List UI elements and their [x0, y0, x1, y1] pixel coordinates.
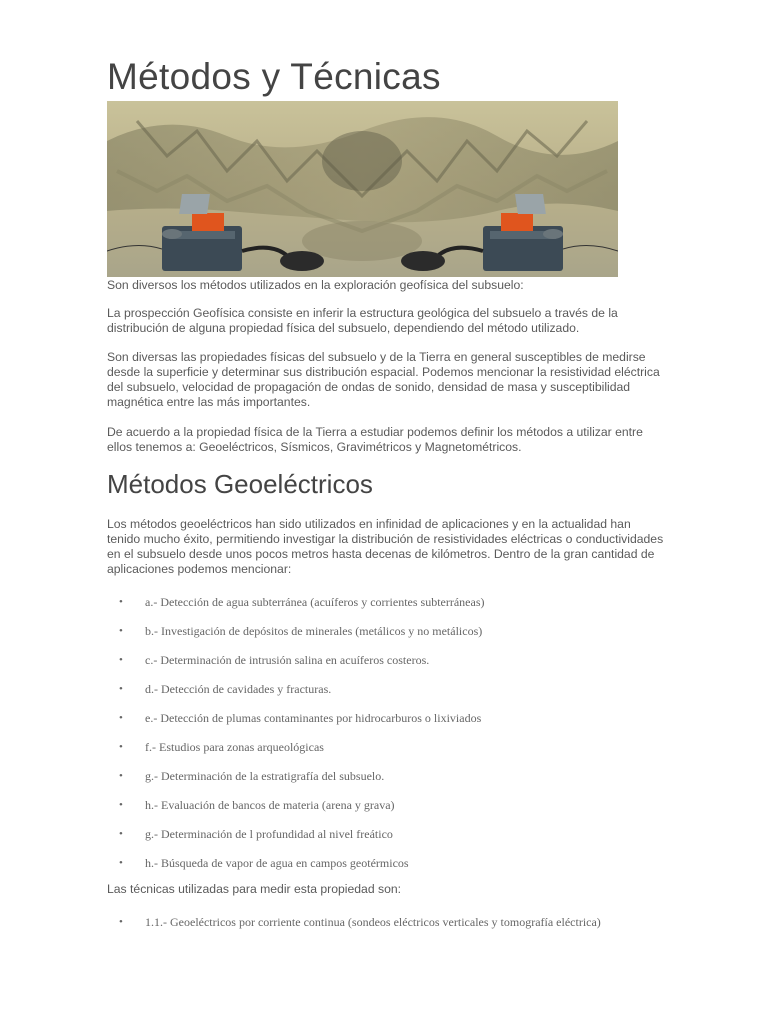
bullet-icon: •	[119, 828, 123, 840]
bullet-icon: •	[119, 654, 123, 666]
list-item-text: c.- Determinación de intrusión salina en acuíferos costeros.	[145, 653, 430, 667]
intro-paragraph: Son diversos los métodos utilizados en la exploración geofísica del subsuelo:	[107, 278, 524, 292]
techniques-list	[107, 915, 707, 944]
list-item	[107, 769, 707, 798]
applications-list	[107, 595, 707, 885]
list-item	[107, 827, 707, 856]
list-item-text: 1.1.- Geoeléctricos por corriente continua (sondeos eléctricos verticales y tomografía eléctrica)	[145, 915, 601, 929]
section-title: Métodos Geoeléctricos	[107, 469, 373, 499]
bullet-icon: •	[119, 770, 123, 782]
list-item	[107, 624, 707, 653]
list-item	[107, 682, 707, 711]
list-item-text: h.- Evaluación de bancos de materia (arena y grava)	[145, 798, 395, 812]
bullet-icon: •	[119, 596, 123, 608]
list-item-text: h.- Búsqueda de vapor de agua en campos geotérmicos	[145, 856, 409, 870]
bullet-icon: •	[119, 741, 123, 753]
list-item-text: f.- Estudios para zonas arqueológicas	[145, 740, 324, 754]
list-item	[107, 915, 707, 944]
list-item	[107, 711, 707, 740]
list-item	[107, 595, 707, 624]
bullet-icon: •	[119, 916, 123, 928]
list-item-text: e.- Detección de plumas contaminantes por hidrocarburos o lixiviados	[145, 711, 482, 725]
list-item	[107, 740, 707, 769]
page-title: Métodos y Técnicas	[107, 56, 441, 97]
bullet-icon: •	[119, 857, 123, 869]
bullet-icon: •	[119, 625, 123, 637]
bullet-icon: •	[119, 799, 123, 811]
list-item	[107, 856, 707, 885]
techniques-intro-paragraph: Las técnicas utilizadas para medir esta propiedad son:	[107, 882, 402, 896]
list-item	[107, 653, 707, 682]
list-item-text: g.- Determinación de l profundidad al nivel freático	[145, 827, 393, 841]
bullet-icon: •	[119, 712, 123, 724]
paragraph-prospeccion: La prospección Geofísica consiste en inferir la estructura geológica del subsuelo a través de la distribución de alguna propiedad física del subsuelo, dependiendo del método utilizado.	[107, 306, 618, 335]
paragraph-metodos: De acuerdo a la propiedad física de la Tierra a estudiar podemos definir los métodos a utilizar entre ellos tenemos a: Geoeléctricos, Sísmicos, Gravimétricos y Magnetométricos.	[107, 425, 643, 454]
field-equipment-photo	[107, 101, 618, 277]
bullet-icon: •	[119, 683, 123, 695]
section-intro-paragraph: Los métodos geoeléctricos han sido utilizados en infinidad de aplicaciones y en la actualidad han tenido mucho éxito, permitiendo investigar la distribución de resistividades eléctricas o conductividades en el subsuelo desde unos pocos metros hasta decenas de kilómetros. Dentro de la gran cantidad de aplicaciones podemos mencionar:	[107, 517, 664, 576]
list-item	[107, 798, 707, 827]
paragraph-propiedades: Son diversas las propiedades físicas del subsuelo y de la Tierra en general susceptibles de medirse desde la superficie y determinar sus distribución espacial. Podemos mencionar la resistividad eléctrica del subsuelo, velocidad de propagación de ondas de sonido, densidad de masa y susceptibilidad magnética entre las más importantes.	[107, 350, 660, 409]
list-item-text: b.- Investigación de depósitos de minerales (metálicos y no metálicos)	[145, 624, 483, 638]
list-item-text: g.- Determinación de la estratigrafía del subsuelo.	[145, 769, 385, 783]
list-item-text: d.- Detección de cavidades y fracturas.	[145, 682, 332, 696]
list-item-text: a.- Detección de agua subterránea (acuíferos y corrientes subterráneas)	[145, 595, 485, 609]
